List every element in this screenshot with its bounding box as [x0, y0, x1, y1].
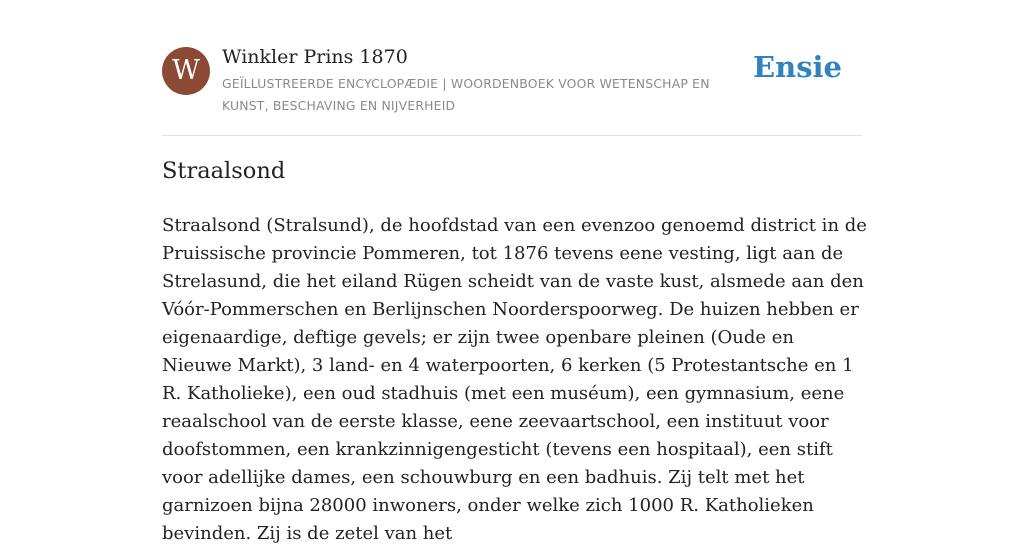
brand-logo-link[interactable]: Ensie — [753, 50, 842, 84]
source-title[interactable]: Winkler Prins 1870 — [222, 46, 408, 68]
source-subtitle: GEÏLLUSTREERDE ENCYCLOPÆDIE | WOORDENBOEK VOOR WETENSCHAP EN KUNST, BESCHAVING EN NIJVERHEID — [222, 76, 710, 113]
source-header — [162, 46, 862, 126]
header-divider — [162, 135, 862, 136]
source-avatar[interactable]: W — [162, 47, 210, 95]
entry-title: Straalsond — [162, 158, 286, 184]
entry-body: Straalsond (Stralsund), de hoofdstad van een evenzoo genoemd district in de Pruissische provincie Pommeren, tot 1876 tevens eene vesting, ligt aan de Strelasund, die het eiland Rügen scheidt van de vaste kust, alsmede aan den Vóór-Pommerschen en Berlijnschen Noorderspoorweg. De huizen hebben er eigenaardige, deftige gevels; er zijn twee openbare pleinen (Oude en Nieuwe Markt), 3 land- en 4 waterpoorten, 6 kerken (5 Protestantsche en 1 R. Katholieke), een oud stadhuis (met een muséum), een gymnasium, eene reaalschool van de eerste klasse, eene zeevaartschool, een instituut voor doofstommen, een krankzinnigengesticht (tevens een hospitaal), een stift voor adellijke dames, een schouwburg en een badhuis. Zij telt met het garnizoen bijna 28000 inwoners, onder welke zich 1000 R. Katholieken bevinden. Zij is de zetel van het — [162, 215, 867, 544]
